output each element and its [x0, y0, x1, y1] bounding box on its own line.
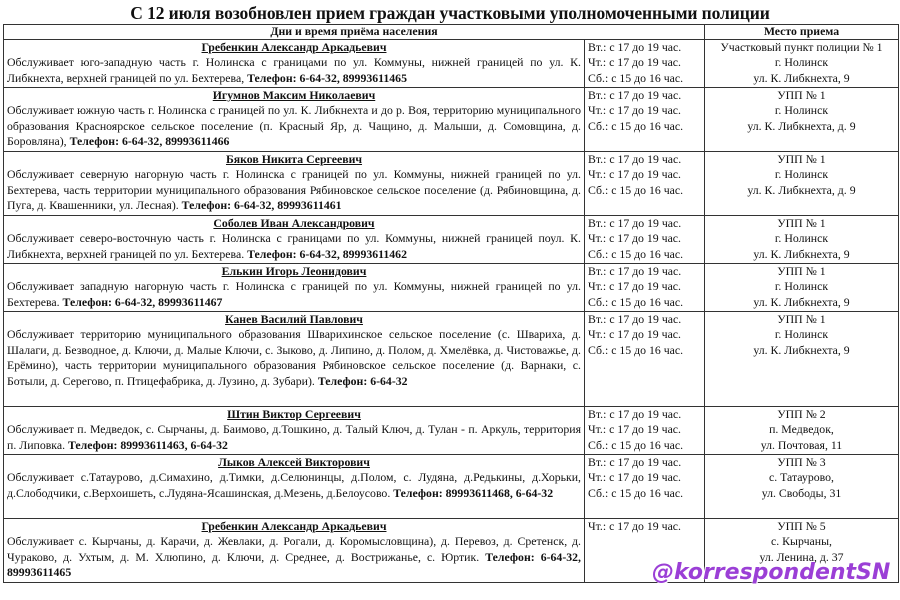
reception-hours-cell: [585, 455, 705, 519]
reception-hours-cell: [585, 312, 705, 407]
reception-place-line: УПП № 1: [777, 152, 826, 166]
phone-numbers: Телефон: 6-64-32, 89993611467: [62, 294, 223, 309]
service-area-text: [7, 470, 581, 501]
reception-place-line: УПП № 2: [777, 407, 826, 421]
officer-name: Гребенкин Александр Аркадьевич: [201, 519, 387, 533]
officer-info-cell: [4, 264, 585, 312]
reception-place-line: г. Нолинск: [774, 231, 829, 246]
table-row: [4, 455, 899, 519]
table-row: [4, 312, 899, 407]
service-area-text: [7, 55, 581, 86]
reception-place-cell: [705, 455, 899, 519]
reception-place-cell: [705, 216, 899, 264]
reception-hours-cell: [585, 152, 705, 216]
service-area-text: [7, 167, 581, 213]
reception-place-line: ул. К. Либкнехта, д. 9: [747, 182, 856, 197]
reception-place-line: УПП № 1: [777, 88, 826, 102]
reception-hours-line: Сб.: с 15 до 16 час.: [588, 294, 684, 309]
reception-place-cell: [705, 407, 899, 455]
reception-hours-line: Вт.: с 17 до 19 час.: [588, 40, 682, 54]
reception-hours-cell: [585, 216, 705, 264]
reception-hours-line: Вт.: с 17 до 19 час.: [588, 216, 682, 230]
reception-place-line: УПП № 1: [777, 312, 826, 326]
reception-place-line: УПП № 1: [777, 264, 826, 278]
phone-numbers: Телефон: 6-64-32, 89993611465: [7, 549, 582, 580]
service-area-text: [7, 327, 581, 389]
table-row: [4, 152, 899, 216]
phone-numbers: Телефон: 6-64-32, 89993611466: [69, 134, 230, 149]
table-header-row: [4, 25, 899, 40]
reception-place-line: Участковый пункт полиции № 1: [720, 40, 883, 54]
reception-hours-line: Чт.: с 17 до 19 час.: [588, 231, 681, 246]
reception-hours-line: Чт.: с 17 до 19 час.: [588, 470, 681, 485]
officer-name: Бяков Никита Сергеевич: [225, 152, 363, 166]
service-area-text: [7, 231, 581, 262]
reception-hours-line: Сб.: с 15 до 16 час.: [588, 246, 684, 261]
service-area-description: Обслуживает юго-западную часть г. Нолинска с границами по ул. Коммуны, нижней границей по ул. К. Либкнехта, верхней границей по ул. Бехтерева,: [7, 55, 581, 85]
reception-place-line: ул. К. Либкнехта, 9: [753, 70, 850, 85]
reception-place-line: г. Нолинск: [774, 55, 829, 70]
reception-place-line: с. Татаурово,: [769, 470, 834, 485]
reception-place-line: г. Нолинск: [774, 103, 829, 118]
page-title: С 12 июля возобновлен прием граждан участковыми уполномоченными полиции: [130, 3, 770, 23]
officer-name: Елькин Игорь Леонидович: [221, 264, 367, 278]
reception-hours-line: Чт.: с 17 до 19 час.: [588, 327, 681, 342]
table-row: [4, 40, 899, 88]
reception-place-cell: [705, 40, 899, 88]
reception-hours-line: Сб.: с 15 до 16 час.: [588, 70, 684, 85]
table-row: [4, 216, 899, 264]
reception-hours-line: Сб.: с 15 до 16 час.: [588, 118, 684, 133]
table-row: [4, 407, 899, 455]
officer-name: Соболев Иван Александрович: [213, 216, 375, 230]
watermark: @korrespondentSN: [652, 560, 891, 585]
reception-place-line: УПП № 5: [777, 519, 826, 533]
service-area-description: Обслуживает западную нагорную часть г. Нолинска с границей по ул. Коммуны, нижней границей по ул. Бехтерева.: [7, 279, 581, 309]
officer-name: Канев Василий Павлович: [225, 312, 363, 326]
reception-hours-line: Вт.: с 17 до 19 час.: [588, 88, 682, 102]
table-row: [4, 88, 899, 152]
service-area-description: Обслуживает северо-восточную часть г. Нолинска с границами по ул. Коммуны, нижней границей поул. К. Либкнехта, верхней границей по ул. Бехтерева.: [7, 231, 581, 261]
reception-hours-line: Чт.: с 17 до 19 час.: [588, 55, 681, 70]
phone-numbers: Телефон: 6-64-32, 89993611462: [247, 246, 407, 261]
officer-name: Штин Виктор Сергеевич: [227, 407, 361, 421]
phone-numbers: Телефон: 6-64-32, 89993611461: [181, 198, 342, 213]
phone-numbers: Телефон: 6-64-32, 89993611465: [247, 70, 407, 85]
phone-numbers: Телефон: 89993611468, 6-64-32: [393, 485, 554, 500]
reception-hours-line: Чт.: с 17 до 19 час.: [588, 167, 681, 182]
service-area-description: Обслуживает южную часть г. Нолинска с границей по ул. К. Либкнехта и до р. Воя, территорию муниципального образования Красноярское сельское поселение (п. Красный Яр, д. Чащино, д. Малыши, д. Сомовщина, д. Боровляна),: [7, 103, 581, 149]
officer-info-cell: [4, 455, 585, 519]
reception-place-cell: [705, 152, 899, 216]
reception-hours-line: Вт.: с 17 до 19 час.: [588, 264, 682, 278]
service-area-description: Обслуживает с.Татаурово, д.Симахино, д.Тимки, д.Селюнинцы, д.Полом, с. Лудяна, д.Редькины, д.Хорьки, д.Слободчики, с.Верхоишеть, с.Лудяна-Ясашинская, д.Мезень, д.Белоусово.: [7, 470, 581, 500]
reception-place-line: г. Нолинск: [774, 327, 829, 342]
reception-hours-line: Сб.: с 15 до 16 час.: [588, 437, 684, 452]
reception-place-line: ул. К. Либкнехта, 9: [753, 246, 850, 261]
service-area-description: Обслуживает территорию муниципального образования Шварихинское сельское поселение (с. Швариха, д. Шалаги, д. Безводное, д. Ключи, д. Малые Ключи, с. Зыково, д. Липино, д. Полом, д. Хмелёвка, д. Чистоважье, д. Ерёмино), часть территории муниципального образования Рябиновское сельское поселение (д. Варнаки, с. Ботыли, д. Серегово, п. Птицефабрика, д. Лузино, д. Зубари).: [7, 327, 581, 388]
service-area-text: [7, 279, 581, 310]
officer-name: Гребенкин Александр Аркадьевич: [201, 40, 387, 54]
reception-hours-line: Сб.: с 15 до 16 час.: [588, 342, 684, 357]
reception-hours-line: Вт.: с 17 до 19 час.: [588, 312, 682, 326]
officer-info-cell: [4, 519, 585, 583]
officer-info-cell: [4, 88, 585, 152]
reception-place-line: УПП № 3: [777, 455, 826, 469]
officer-info-cell: [4, 312, 585, 407]
reception-place-line: п. Медведок,: [769, 422, 834, 437]
service-area-description: Обслуживает с. Кырчаны, д. Карачи, д. Жевлаки, д. Рогали, д. Коромысловщина), д. Перевоз, д. Сретенск, д. Чураково, д. Ухтым, д. М. Хлюпино, д. Ключи, д. Среднее, д. Вострижанье, с. Юртик.: [7, 534, 581, 564]
reception-hours-cell: [585, 40, 705, 88]
reception-place-line: ул. К. Либкнехта, 9: [753, 342, 850, 357]
reception-place-line: ул. Ленина, д. 37: [759, 549, 844, 564]
service-area-text: [7, 103, 581, 149]
reception-hours-line: Чт.: с 17 до 19 час.: [588, 279, 681, 294]
officer-info-cell: [4, 407, 585, 455]
reception-hours-line: Вт.: с 17 до 19 час.: [588, 152, 682, 166]
header-days: Дни и время приёма населения: [4, 25, 705, 40]
service-area-description: Обслуживает северную нагорную часть г. Нолинска с границей по ул. Коммуны, нижней границей по ул. Бехтерева, часть территории муниципального образования Рябиновское сельское поселение (д. Рябиновщина, д. Пуга, д. Квашенники, ул. Лесная).: [7, 167, 581, 213]
officer-name: Игумнов Максим Николаевич: [212, 88, 376, 102]
table-row: [4, 264, 899, 312]
reception-hours-cell: [585, 407, 705, 455]
reception-place-line: г. Нолинск: [774, 167, 829, 182]
reception-place-line: ул. Почтовая, 11: [760, 437, 843, 452]
service-area-text: [7, 534, 581, 580]
reception-hours-line: Сб.: с 15 до 16 час.: [588, 485, 684, 500]
table-body: [4, 40, 899, 583]
reception-place-line: ул. К. Либкнехта, 9: [753, 294, 850, 309]
reception-place-line: ул. К. Либкнехта, д. 9: [747, 118, 856, 133]
reception-place-cell: [705, 264, 899, 312]
officer-info-cell: [4, 216, 585, 264]
service-area-description: Обслуживает п. Медведок, с. Сырчаны, д. Баимово, д.Тошкино, д. Талый Ключ, д. Тулан - п. Аркуль, территория п. Липовка.: [7, 422, 581, 452]
schedule-table: [3, 24, 899, 583]
reception-place-cell: [705, 88, 899, 152]
reception-hours-line: Чт.: с 17 до 19 час.: [588, 422, 681, 437]
reception-hours-cell: [585, 264, 705, 312]
reception-hours-line: Вт.: с 17 до 19 час.: [588, 455, 682, 469]
reception-hours-line: Чт.: с 17 до 19 час.: [588, 519, 681, 533]
officer-name: Лыков Алексей Викторович: [218, 455, 370, 469]
reception-place-line: ул. Свободы, 31: [761, 485, 842, 500]
header-place: Место приема: [705, 25, 899, 40]
phone-numbers: Телефон: 89993611463, 6-64-32: [68, 437, 228, 452]
reception-place-line: г. Нолинск: [774, 279, 829, 294]
reception-hours-line: Вт.: с 17 до 19 час.: [588, 407, 682, 421]
reception-place-line: с. Кырчаны,: [771, 534, 832, 549]
reception-hours-line: Чт.: с 17 до 19 час.: [588, 103, 681, 118]
officer-info-cell: [4, 152, 585, 216]
reception-hours-cell: [585, 88, 705, 152]
reception-place-cell: [705, 312, 899, 407]
officer-info-cell: [4, 40, 585, 88]
service-area-text: [7, 422, 581, 453]
phone-numbers: Телефон: 6-64-32: [317, 373, 408, 388]
reception-place-line: УПП № 1: [777, 216, 826, 230]
reception-hours-line: Сб.: с 15 до 16 час.: [588, 182, 684, 197]
